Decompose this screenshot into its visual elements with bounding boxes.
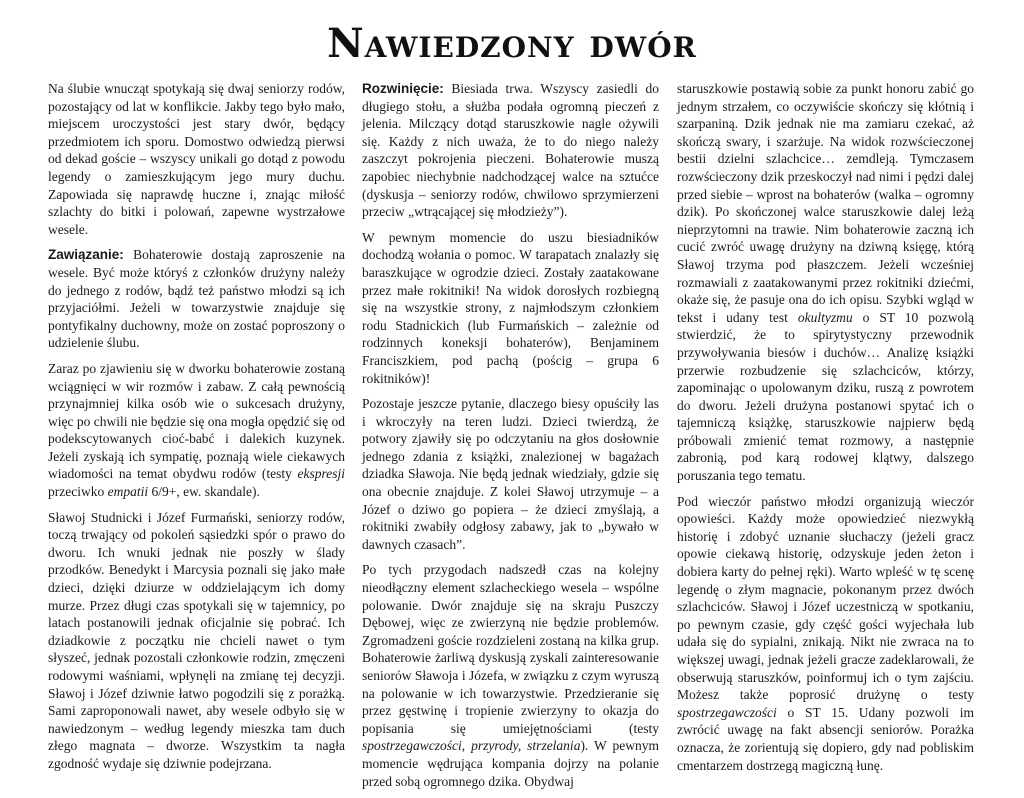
paragraph-text: o ST 10 pozwolą stwierdzić, że to spirytystyczny przewodnik przywoływania biesów i duchów… Analizę książki przerwie rozbudzenie się szlachciców, którzy, zapominając o upolowanym dziku, ruszą z powrotem do dworu. Jeżeli drużyna postanowi spytać ich o tajemniczą książkę, staruszkowie najpierw będą próbowali zmienić temat rozmowy, a następnie zabronią, pod karą rodowej klątwy, dalszego poruszania tego tematu.	[677, 309, 974, 484]
paragraph-text: Pozostaje jeszcze pytanie, dlaczego biesy opuściły las i wkroczyły na teren ludzi. Dzieci twierdzą, że potwory zjawiły się po odczytaniu na głos dosłownie jednego zdania z książki, znalezionej w bagażach dziadka Sławoja. Nie będą jednak wiedziały, gdzie się ona obecnie znajduje. Z kolei Sławoj utrzymuje – a Józef o dziwo go popiera – że dzieci zmyślają, a rokitniki zwabiły odgłosy zabawy, jak to „bywało w dawnych czasach”.	[362, 396, 659, 552]
paragraph-arrival	[48, 360, 345, 501]
paragraph-evening	[677, 493, 974, 775]
text-column-1	[48, 80, 345, 781]
paragraph-rozwiniecie	[362, 80, 659, 221]
paragraph-zawiazanie	[48, 246, 345, 352]
paragraph-text: przeciwko	[48, 484, 108, 500]
skill-term: okultyzmu	[797, 309, 853, 325]
paragraph-text: staruszkowie postawią sobie za punkt honoru zabić go jednym strzałem, co oczywiście skończy się kłótnią i szarpaniną. Dzik jednak nie ma zamiaru czekać, aż skończą swary, i szarżuje. Na widok rozwścieczonej bestii dzielni szlachcice… zemdleją. Tymczasem rozwścieczony dzik przeskoczył nad nimi i pędzi dalej przed siebie – wprost na bohaterów (walka – ogromny dzik). Po skończonej walce staruszkowie dalej leżą nieprzytomni na trawie. Nim bohaterowie zaczną ich cucić zwróć uwagę drużyny na dziwną księgę, którą Sławoj trzyma pod płaszczem. Jeżeli wcześniej rozmawiali z zaatakowanymi przez rokitniki dziećmi, okaże się, że pasuje ona do ich opisu. Szybki wgląd w tekst i udany test	[677, 81, 974, 325]
paragraph-question	[362, 395, 659, 553]
skill-term: ekspresji	[297, 466, 345, 482]
paragraph-text: W pewnym momencie do uszu biesiadników dochodzą wołania o pomoc. W tarapatach znalazły się baraszkujące w ogrodzie dzieci. Zostały zaatakowane przez małe rokitniki! Na widok dorosłych rozbiegną się na wszystkie strony, z najmłodszym członkiem rodu Stadnickich (lub Furmańskich – zależnie od rodzinnych koneksji bohaterów), Benjaminem Franciszkiem, pod pachą (pościg – grupa 6 rokitników)!	[362, 229, 659, 386]
skill-term: empatii	[107, 484, 149, 500]
paragraph-text: Zaraz po zjawieniu się w dworku bohaterowie zostaną wciągnięci w wir rozmów i zabaw. Z całą pewnością przynajmniej kilka osób wie o sukcesach drużyny, więc po chwili nie będzie się ona mogła opędzić się od podekscytowanych cioć-babć i dalekich kuzynek. Jeżeli zyskają ich sympatię, poznają wiele ciekawych wiadomości na temat obydwu rodów (testy	[48, 360, 345, 482]
paragraph-hunt	[362, 561, 659, 790]
paragraph-text: o ST 15. Udany pozwoli im zwrócić uwagę na fakt absencji seniorów. Porażka oznacza, że zorientują się dopiero, gdy nad pobliskim cmentarzem dostrzegą magiczną łunę.	[677, 704, 974, 773]
skill-term: spostrzegawczości, przyrody, strzelania	[362, 738, 581, 754]
paragraph-text: Biesiada trwa. Wszyscy zasiedli do długiego stołu, a służba podała ogromną pieczeń z jelenia. Milczący dotąd staruszkowie nagle ożywili się. Każdy z nich uważa, że to do niego należy zaszczyt pokrojenia pieczeni. Bohaterowie muszą zapobiec niechybnie nadchodzącej walce na sztućce (dyskusja – seniorzy rodów, chwilowo sprzymierzeni przeciw „wtrącającej się młodzieży”).	[362, 81, 659, 220]
paragraph-backstory	[48, 509, 345, 773]
section-lead-rozwiniecie: Rozwinięcie:	[362, 81, 444, 96]
paragraph-boar	[677, 80, 974, 485]
section-lead-zawiazanie: Zawiązanie:	[48, 247, 124, 263]
paragraph-text: Pod wieczór państwo młodzi organizują wieczór opowieści. Każdy może opowiedzieć niezwykłą historię i zdobyć uznanie słuchaczy (jeżeli gracz opowie ciekawą historię, odzyskuje jeden żeton i dobiera karty do pełnej ręki). Warto wpleść w tę scenę legendę o złym magnacie, pokonanym przez dwóch szlachciców. Sławoj i Józef uczestniczą w spotkaniu, po pewnym czasie, gdy część gości wyjechała lub udała się do sypialni, znikają. Nikt nie zwraca na to większej uwagi, jednak jeżeli gracze zadeklarowali, że obserwują staruszków, poinformuj ich o tym zajściu. Możesz także poprosić drużynę o testy	[677, 493, 974, 703]
paragraph-text: Na ślubie wnucząt spotykają się dwaj seniorzy rodów, pozostający od lat w konflikcie. Jakby tego było mało, miejscem uroczystości jest stary dwór, będący przedmiotem ich sporu. Domostwo odwiedzą pierwsi od dekad goście – wszyscy unikali go dotąd z powodu legendy o zamieszkującym jego mury duchu. Zapowiada się naprawdę huczne i, znając miłość szlachty do bitki i polowań, zapewne wystrzałowe wesele.	[48, 81, 345, 237]
skill-term: spostrzegawczości	[677, 704, 777, 720]
paragraph-text: ). W pewnym momencie wędrująca kompania dojrzy na polanie przed sobą ogromnego dzika. Obydwaj	[362, 738, 659, 789]
paragraph-text: Sławoj Studnicki i Józef Furmański, seniorzy rodów, toczą trwający od pokoleń sąsiedzki spór o prawo do dworu. Ich wnuki jednak nie poszły w ślady przodków. Benedykt i Marcysia poznali się jako małe dzieci, dzięki dziurze w oddzielającym ich domy murze. Przez długi czas spotykali się w tajemnicy, po latach postanowili jednak oficjalnie się pobrać. Ich dziadkowie z początku nie chcieli nawet o tym słyszeć, jednak pozostali członkowie rodzin, zmęczeni rodowymi waśniami, wpłynęli na zmianę tej decyzji. Sławoj i Józef dziwnie łatwo pogodzili się z porażką. Sami zaproponowali nawet, aby wesele odbyło się w nawiedzonym – według legendy mieszka tam duch złego magnata – dworze. Wszystkim ta nagła zgodność wydaje się dziwnie podejrzana.	[48, 509, 345, 771]
text-column-2	[362, 80, 659, 798]
paragraph-text: Bohaterowie dostają zaproszenie na wesele. Być może któryś z członków drużyny należy do jednego z rodów, bądź też państwo młodzi są ich przyjaciółmi. Jeżeli w towarzystwie znajduje się pontyfikalny duchowny, może on zostać poproszony o udzielenie ślubu.	[48, 247, 345, 351]
paragraph-text: Po tych przygodach nadszedł czas na kolejny nieodłączny element szlacheckiego wesela – wspólne polowanie. Dwór znajduje się na skraju Puszczy Dębowej, więc ze zwierzyną nie będzie problemów. Zgromadzeni goście rozdzieleni zostaną na kilka grup. Bohaterowie żarliwą dyskusją zyskali zainteresowanie seniorów Sławoja i Józefa, w związku z czym wyruszą na polowanie w ich towarzystwie. Przedzieranie się przez gęstwinę i tropienie zwierzyny to okazja do popisania się umiejętnościami (testy	[362, 562, 659, 736]
page-title: Nawiedzony dwór	[327, 20, 697, 67]
paragraph-children	[362, 229, 659, 387]
text-column-3	[677, 80, 974, 782]
paragraph-intro	[48, 80, 345, 238]
paragraph-text: 6/9+, ew. skandale).	[148, 484, 260, 500]
